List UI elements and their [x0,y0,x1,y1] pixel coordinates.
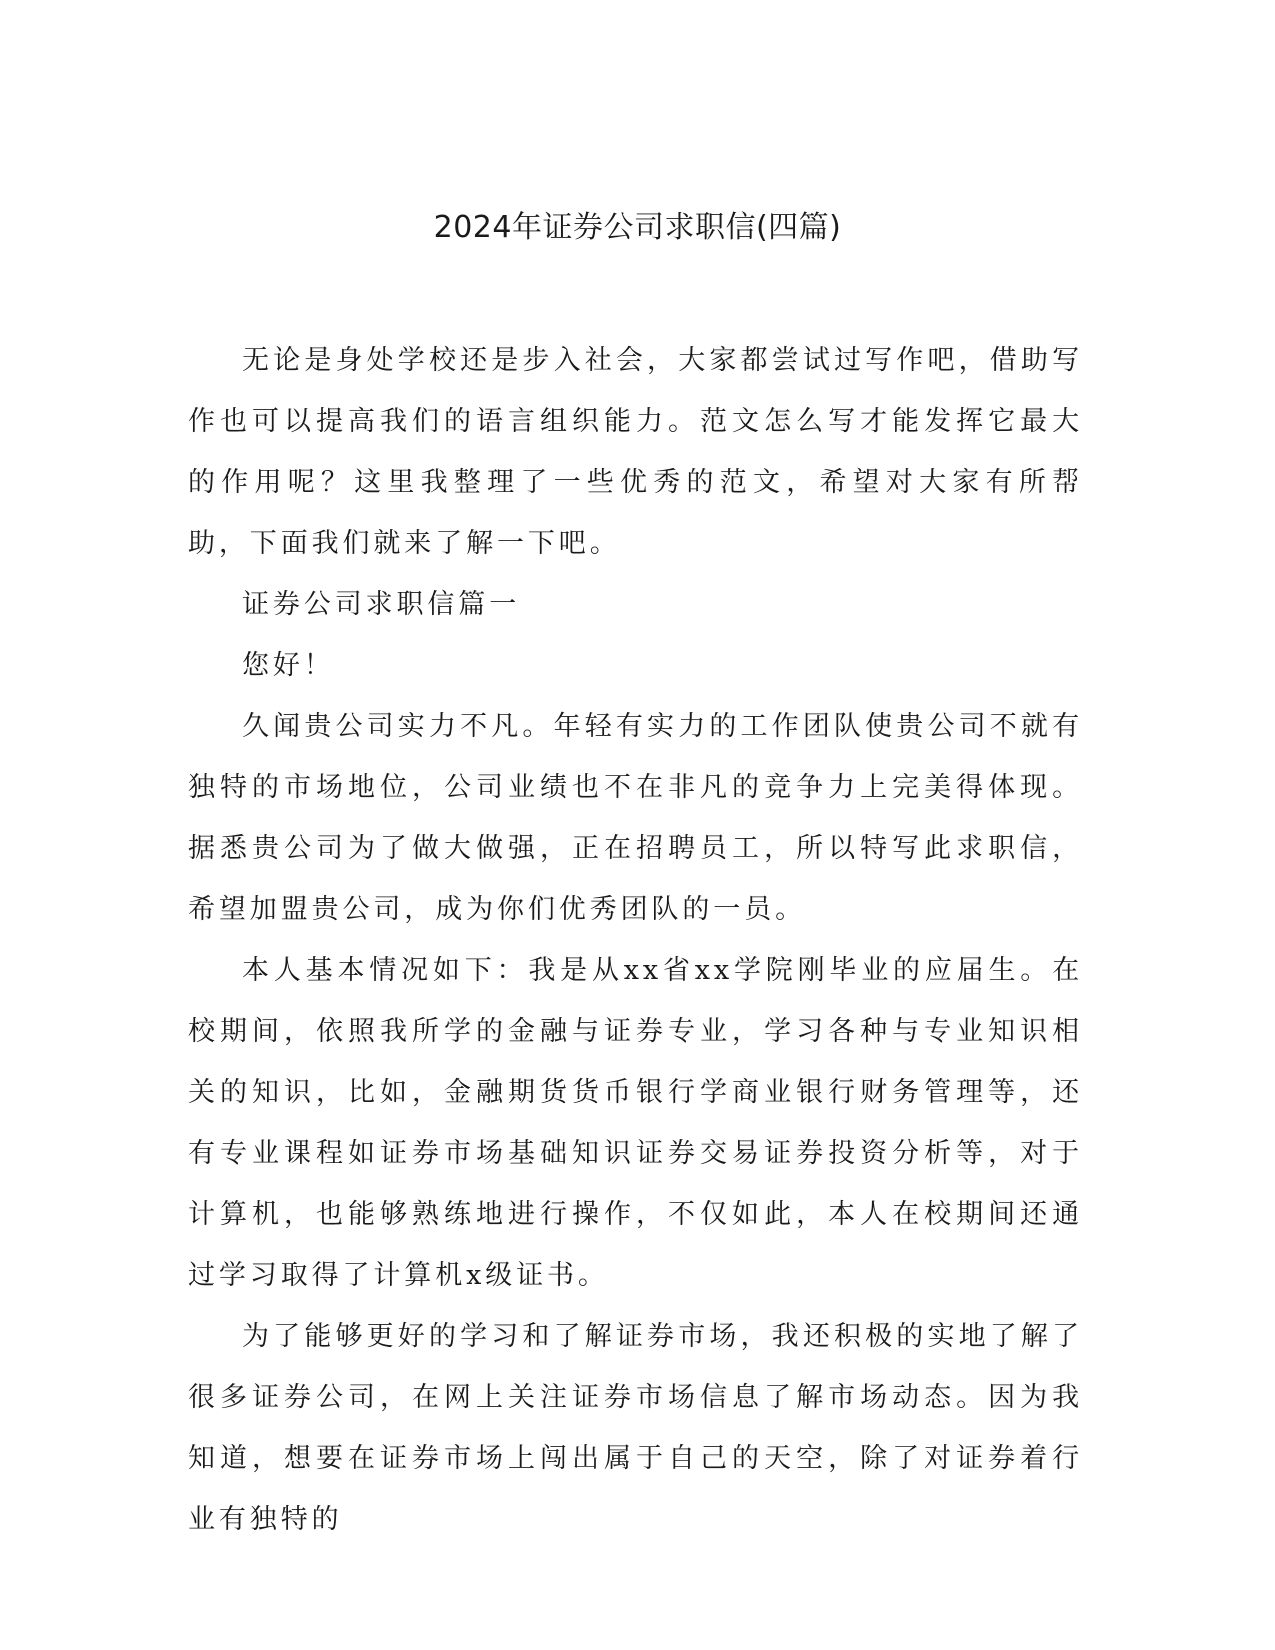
section-heading: 证券公司求职信篇一 [242,589,521,620]
intro-paragraph: 无论是身处学校还是步入社会，大家都尝试过写作吧，借助写作也可以提高我们的语言组织能力。范文怎么写才能发挥它最大的作用呢？这里我整理了一些优秀的范文，希望对大家有所帮助，下面我们就来了解一下吧。 [188,345,1083,559]
body-paragraph: 为了能够更好的学习和了解证券市场，我还积极的实地了解了很多证券公司，在网上关注证券市场信息了解市场动态。因为我知道，想要在证券市场上闯出属于自己的天空，除了对证券着行业有独特的 [188,1321,1083,1535]
body-paragraph: 久闻贵公司实力不凡。年轻有实力的工作团队使贵公司不就有独特的市场地位，公司业绩也不在非凡的竞争力上完美得体现。据悉贵公司为了做大做强，正在招聘员工，所以特写此求职信，希望加盟贵公司，成为你们优秀团队的一员。 [188,711,1083,925]
document-title: 2024年证券公司求职信(四篇) [433,210,842,245]
body-paragraph: 本人基本情况如下：我是从xx省xx学院刚毕业的应届生。在校期间，依照我所学的金融与证券专业，学习各种与专业知识相关的知识，比如，金融期货货币银行学商业银行财务管理等，还有专业课程如证券市场基础知识证券交易证券投资分析等，对于计算机，也能够熟练地进行操作，不仅如此，本人在校期间还通过学习取得了计算机x级证书。 [188,955,1083,1291]
document-body [188,330,1083,1550]
greeting: 您好！ [242,650,335,681]
